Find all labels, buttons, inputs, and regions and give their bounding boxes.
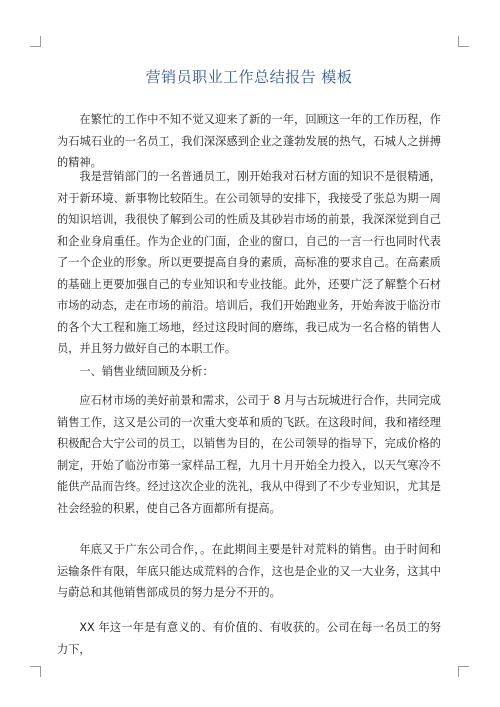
paragraph-guangdong-cooperation: 年底又于广东公司合作，。在此期间主要是针对荒料的销售。由于时间和运输条件有限，年底只能达成荒料的合作，这也是企业的又一大业务，这其中与蔚总和其他销售部成员的努力是分不开的。	[57, 543, 441, 599]
paragraph-background: 我是营销部门的一名普通员工，刚开始我对石材方面的知识不是很精通，对于新环境、新事物比较陌生。在公司领导的安排下，我接受了张总为期一周的知识培训，我很快了解到公司的性质及其砂岩市场的前景，我深深觉到自己和企业身肩重任。作为企业的门面，企业的窗口，自己的一言一行也同时代表了一个企业的形象。所以更要提高自身的素质，高标准的要求自己。在高素质的基础上更要加强自己的专业知识和专业技能。此外，还要广泛了解整个石材市场的动态，走在市场的前沿。培训后，我们开始跑业务，开始奔波于临汾市的各个大工程和施工场地，经过这段时间的磨练，我已成为一名合格的销售人员，并且努力做好自己的本职工作。	[57, 170, 441, 355]
paragraph-year-summary: XX 年这一年是有意义的、有价值的、有收获的。公司在每一名员工的努力下，	[57, 621, 441, 656]
page-corner-mark-bottom-right	[458, 666, 469, 677]
paragraph-intro: 在繁忙的工作中不知不觉又迎来了新的一年，回顾这一年的工作历程，作为石城石业的一名员工，我们深深感到企业之蓬勃发展的热气，石城人之拼搏的精神。	[57, 113, 441, 169]
page-corner-mark-top-left	[30, 36, 41, 47]
page-corner-mark-bottom-left	[30, 666, 41, 677]
section-heading-sales-review: 一、销售业绩回顾及分析：	[79, 365, 214, 378]
paragraph-sales-cooperation: 应石材市场的美好前景和需求，公司于 8 月与古玩城进行合作，共同完成销售工作，这又是公司的一次重大变革和质的飞跃。在这段时间，我和褚经理积极配合大宁公司的员工，以销售为目的，在公司领导的指导下，完成价格的制定，开始了临汾市第一家样品工程，九月十月开始全力投入，以天气寒冷不能供产品而告终。经过这次企业的洗礼，我从中得到了不少专业知识，尤其是社会经验的积累，使自己各方面都所有提高。	[57, 394, 441, 515]
page-corner-mark-top-right	[458, 36, 469, 47]
document-title: 营销员职业工作总结报告 模板	[145, 68, 353, 86]
